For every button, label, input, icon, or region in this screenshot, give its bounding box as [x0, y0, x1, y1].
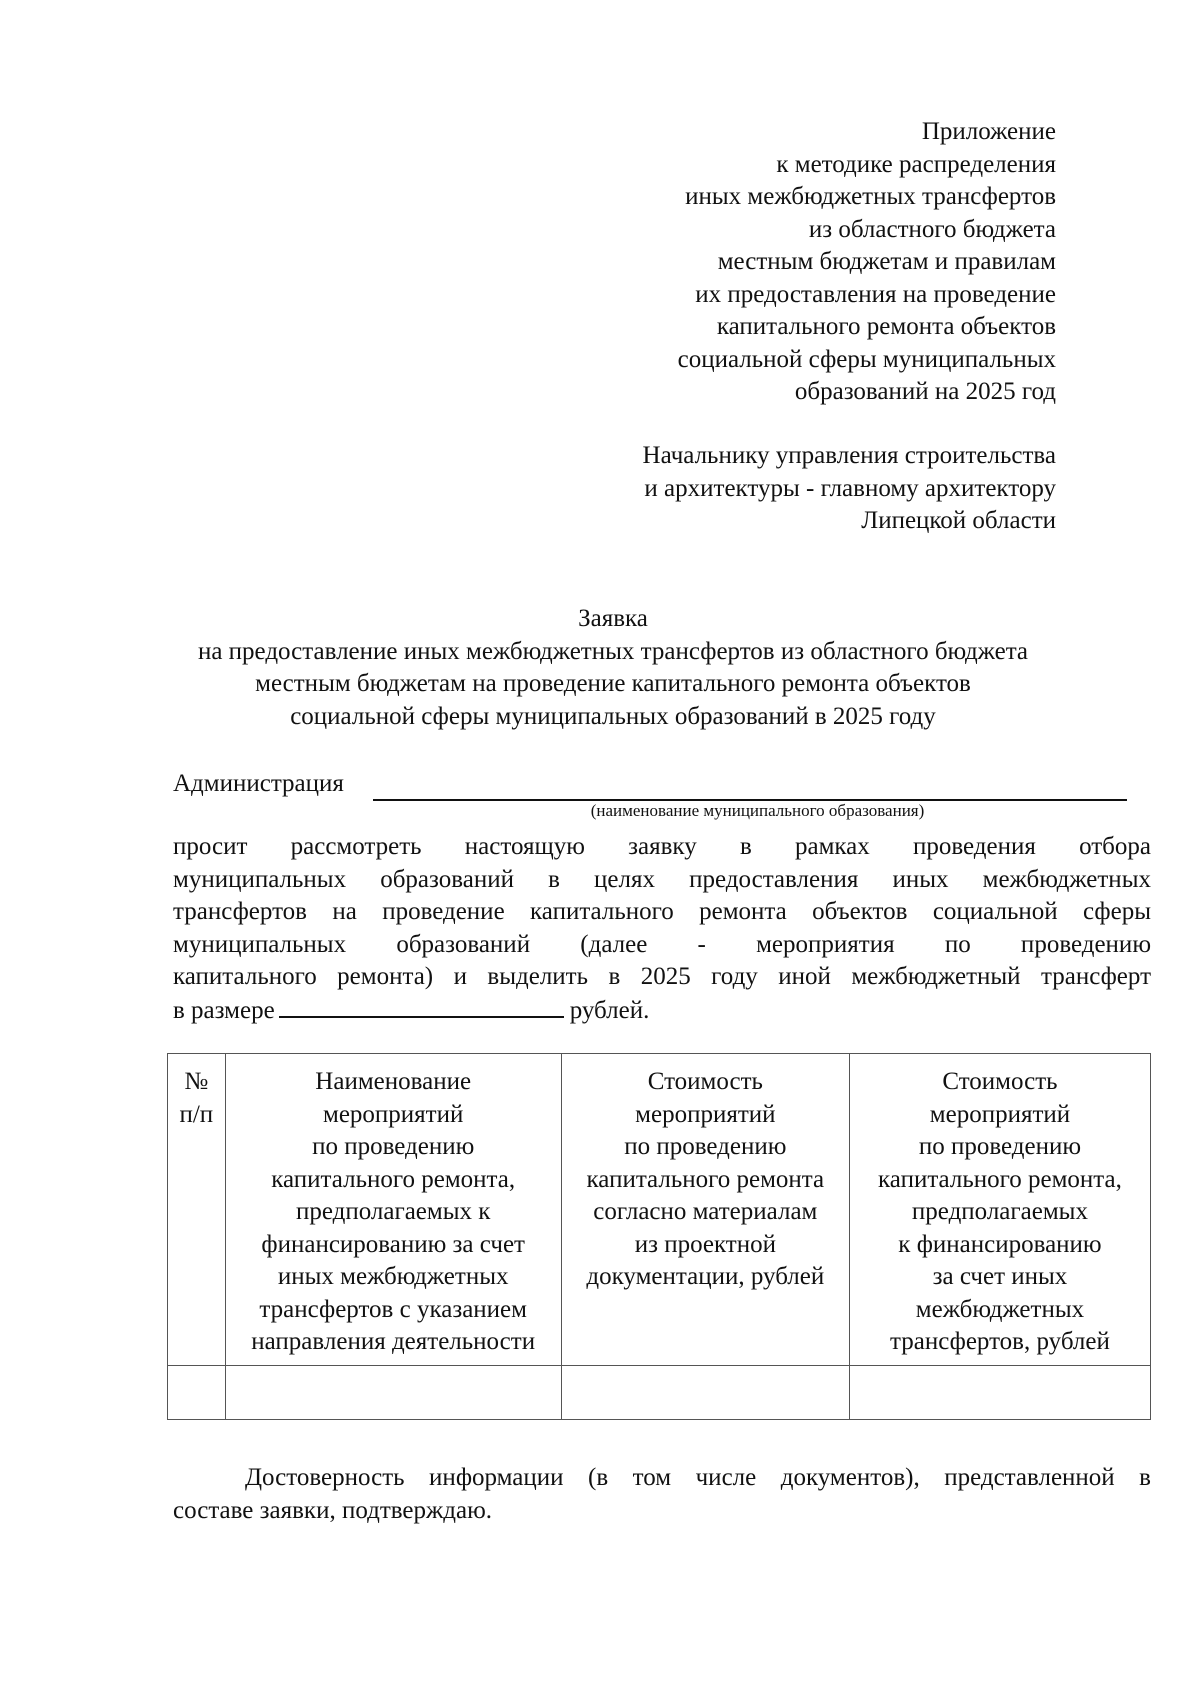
- header-name-line: капитального ремонта,: [271, 1165, 516, 1193]
- measures-table: [167, 1053, 1151, 1420]
- addressee-line: и архитектуры - главному архитектору: [644, 474, 1056, 502]
- request-line: капитального ремонта) и выделить в 2025 году иной межбюджетный трансферт: [173, 963, 1151, 990]
- administration-caption: (наименование муниципального образования): [590, 801, 925, 820]
- header-name-line: иных межбюджетных: [277, 1263, 509, 1290]
- header-cost-line: по проведению: [624, 1133, 787, 1160]
- title-heading: Заявка: [578, 605, 648, 632]
- title-subtitle-line: социальной сферы муниципальных образований в 2025 году: [290, 702, 936, 730]
- header-cost-line: согласно материалам: [593, 1198, 818, 1225]
- table-header-row: [168, 1054, 1151, 1366]
- header-name-line: по проведению: [312, 1133, 475, 1160]
- appendix-line: из областного бюджета: [808, 215, 1056, 243]
- addressee-block: [643, 440, 1056, 538]
- header-financing-line: мероприятий: [929, 1100, 1071, 1128]
- confirmation-line: Достоверность информации (в том числе документов), представленной в: [245, 1464, 1151, 1491]
- appendix-line: образований на 2025 год: [794, 378, 1056, 405]
- title-subtitle-line: на предоставление иных межбюджетных трансфертов из областного бюджета: [197, 637, 1029, 665]
- header-financing-line: по проведению: [918, 1133, 1082, 1160]
- header-cost-line: из проектной: [634, 1230, 776, 1258]
- title-subtitle-line: местным бюджетам на проведение капитального ремонта объектов: [255, 670, 971, 697]
- confirmation-paragraph: [173, 1462, 1151, 1527]
- appendix-line: местным бюджетам и правилам: [717, 248, 1056, 275]
- appendix-reference: [678, 116, 1056, 409]
- cell-financing[interactable]: [849, 1365, 1150, 1419]
- confirmation-line: составе заявки, подтверждаю.: [173, 1496, 493, 1524]
- header-financing-line: капитального ремонта,: [878, 1165, 1122, 1193]
- appendix-line: капитального ремонта объектов: [716, 313, 1056, 340]
- header-cost: [561, 1054, 849, 1366]
- appendix-line: их предоставления на проведение: [695, 280, 1056, 308]
- amount-field[interactable]: [279, 994, 564, 1018]
- cell-name[interactable]: [225, 1365, 561, 1419]
- appendix-line: социальной сферы муниципальных: [677, 345, 1056, 373]
- header-num-line: п/п: [179, 1100, 214, 1128]
- document-title: [170, 603, 1056, 733]
- administration-label: Администрация: [173, 770, 344, 797]
- request-paragraph: [173, 831, 1151, 1027]
- header-cost-line: капитального ремонта: [586, 1165, 825, 1193]
- header-num-line: №: [184, 1068, 209, 1095]
- header-name-line: предполагаемых к: [295, 1198, 491, 1225]
- header-financing-line: Стоимость: [942, 1068, 1058, 1095]
- addressee-line: Липецкой области: [861, 507, 1056, 534]
- amount-suffix: рублей.: [569, 996, 650, 1024]
- appendix-line: иных межбюджетных трансфертов: [685, 183, 1056, 210]
- request-line: муниципальных образований (далее - мероприятия по проведению: [173, 930, 1151, 958]
- header-financing-line: за счет иных: [932, 1263, 1068, 1290]
- cell-num[interactable]: [168, 1365, 226, 1419]
- cell-cost[interactable]: [561, 1365, 849, 1419]
- request-line: трансфертов на проведение капитального ремонта объектов социальной сферы: [173, 898, 1151, 925]
- request-amount-line: [173, 994, 1151, 1028]
- header-name-line: направления деятельности: [251, 1328, 536, 1355]
- addressee-line: Начальнику управления строительства: [642, 442, 1056, 469]
- request-line: просит рассмотреть настоящую заявку в рамках проведения отбора: [173, 833, 1151, 860]
- appendix-line: к методике распределения: [776, 150, 1056, 178]
- header-name: [225, 1054, 561, 1366]
- header-cost-line: Стоимость: [647, 1068, 763, 1095]
- header-financing-line: трансфертов, рублей: [890, 1328, 1110, 1355]
- header-name-line: финансированию за счет: [261, 1230, 525, 1258]
- header-financing: [849, 1054, 1150, 1366]
- amount-prefix: в размере: [173, 996, 275, 1024]
- header-name-line: трансфертов с указанием: [259, 1295, 527, 1323]
- header-financing-line: предполагаемых: [911, 1198, 1088, 1225]
- header-financing-line: к финансированию: [898, 1230, 1102, 1258]
- header-cost-line: мероприятий: [635, 1100, 776, 1128]
- header-financing-line: межбюджетных: [915, 1295, 1085, 1323]
- administration-row: [173, 768, 1056, 800]
- header-num: [168, 1054, 226, 1366]
- table-row: [168, 1365, 1151, 1419]
- header-cost-line: документации, рублей: [586, 1263, 825, 1290]
- request-line: муниципальных образований в целях предоставления иных межбюджетных: [173, 865, 1151, 893]
- header-name-line: Наименование: [315, 1068, 472, 1095]
- header-name-line: мероприятий: [323, 1100, 464, 1128]
- appendix-line: Приложение: [921, 118, 1056, 145]
